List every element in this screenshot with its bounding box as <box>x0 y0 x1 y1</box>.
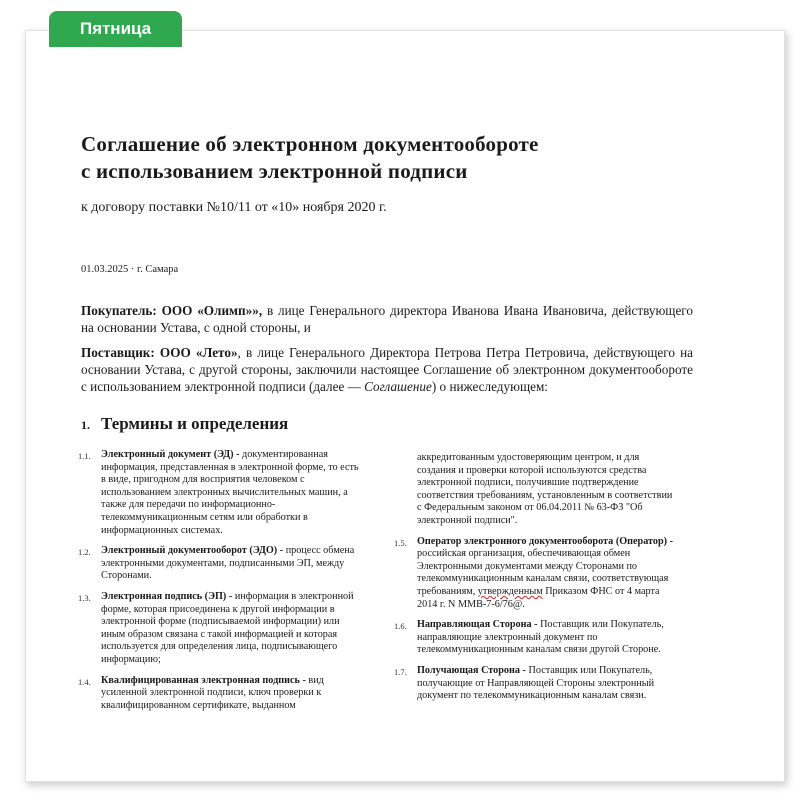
term-number: 1.5. <box>394 537 407 548</box>
title-line-1: Соглашение об электронном документообороте <box>81 132 539 156</box>
buyer-paragraph <box>81 302 693 336</box>
term-continuation: аккредитованным удостоверяющим центром, и для создания и проверки которой используются средства электронной подписи, получившие подтверждение соответствия требованиям, установленным в соответствии с Федеральным законом от 06.04.2011 № 63-ФЗ "Об электронной подписи". <box>417 452 673 526</box>
term-name: Электронный документооборот (ЭДО) <box>101 545 278 557</box>
term-separator: - <box>277 545 286 557</box>
term-text: Поставщик или Покупатель, получающие от Направляющей Стороны электронный документ по телекоммуникационным каналам связи. <box>417 664 655 702</box>
term-item <box>78 545 363 583</box>
buyer-lead: Покупатель: ООО «Олимп»», <box>81 303 263 318</box>
defined-term: Соглашение <box>364 379 432 394</box>
term-text: вид усиленной электронной подписи, ключ проверки к квалифицированном сертификате, выданном <box>101 674 324 711</box>
term-number: 1.7. <box>394 666 407 677</box>
term-text: российская организация, обеспечивающая обмен Электронными документами между Сторонами по телекоммуникационным каналам связи, соответствующая требованиям, <box>417 548 669 597</box>
section-number: 1. <box>81 418 90 432</box>
term-text: документированная информация, представленная в электронной форме, то есть в виде, пригодном для восприятия человеком с использованием электронных вычислительных машин, а также для передачи по информационно-телекоммуникационным сетям или обработки в информационных системах. <box>101 449 359 536</box>
term-separator: - <box>519 664 529 676</box>
section-title: Термины и определения <box>101 414 289 433</box>
term-number: 1.6. <box>394 621 407 632</box>
term-body <box>417 536 679 612</box>
term-separator: - <box>667 535 673 547</box>
term-separator: - <box>226 590 235 602</box>
tab-label: Пятница <box>79 19 152 38</box>
term-number: 1.4. <box>78 676 91 687</box>
terms-column-right <box>394 452 679 711</box>
supplier-paragraph <box>81 344 693 395</box>
term-number: 1.2. <box>78 547 91 558</box>
term-body <box>417 619 679 657</box>
term-name: Оператор электронного документооборота (Оператор) <box>417 535 668 547</box>
term-name: Квалифицированная электронная подпись <box>101 674 300 686</box>
supplier-tail: ) о нижеследующем: <box>431 379 548 394</box>
term-body <box>101 591 363 667</box>
spellcheck-underlined-word: утвержденным <box>477 585 543 597</box>
term-name: Получающая Сторона <box>417 664 520 676</box>
term-text: процесс обмена электронными документами, подписанными ЭП, между Сторонами. <box>101 545 355 582</box>
term-body <box>101 545 363 583</box>
term-separator: - <box>299 674 309 686</box>
supplier-lead: Поставщик: ООО «Лето» <box>81 345 238 360</box>
term-separator: - <box>531 619 541 631</box>
term-text: Поставщик или Покупатель, направляющие электронный документ по телекоммуникационным каналам связи другой Стороне. <box>417 619 664 656</box>
document-dateline: 01.03.2025 · г. Самара <box>81 264 179 275</box>
term-number: 1.3. <box>78 592 91 603</box>
section-heading <box>81 414 288 434</box>
term-body <box>417 665 679 703</box>
term-item <box>394 619 679 657</box>
term-item <box>394 536 679 612</box>
term-number: 1.1. <box>78 451 91 461</box>
term-body <box>101 449 363 537</box>
document-subtitle: к договору поставки №10/11 от «10» ноября 2020 г. <box>81 200 387 215</box>
term-separator: - <box>233 449 243 460</box>
term-name: Электронная подпись (ЭП) <box>101 590 227 602</box>
term-name: Направляющая Сторона <box>417 619 532 631</box>
term-item <box>394 665 679 703</box>
term-item <box>78 449 363 537</box>
term-name: Электронный документ (ЭД) <box>101 449 234 460</box>
term-item <box>78 675 363 713</box>
term-text-after: Приказом ФНС от 4 марта 2014 г. N ММВ-7-6/76@. <box>417 585 660 610</box>
document-title <box>81 131 539 185</box>
supplier-rest: , в лице Генерального Директора Петрова Петра Петровича, действующего на основании Устава, с другой стороны, заключили настоящее Соглашение об электронном документообороте с использованием электронной подписи (далее — <box>81 345 693 394</box>
terms-column-left <box>78 449 363 720</box>
term-text: информация в электронной форме, которая присоединена к другой информации в электронной форме (подписываемой информации) или иным образом связана с такой информацией и которая используется для определения лица, подписывающего информацию; <box>101 590 354 665</box>
term-body <box>101 675 363 713</box>
tab-friday[interactable] <box>49 11 182 47</box>
term-item <box>78 591 363 667</box>
buyer-rest: в лице Генерального директора Иванова Ивана Ивановича, действующего на основании Устава, с одной стороны, и <box>81 303 693 335</box>
title-line-2: с использованием электронной подписи <box>81 159 468 183</box>
document-page <box>25 30 785 782</box>
